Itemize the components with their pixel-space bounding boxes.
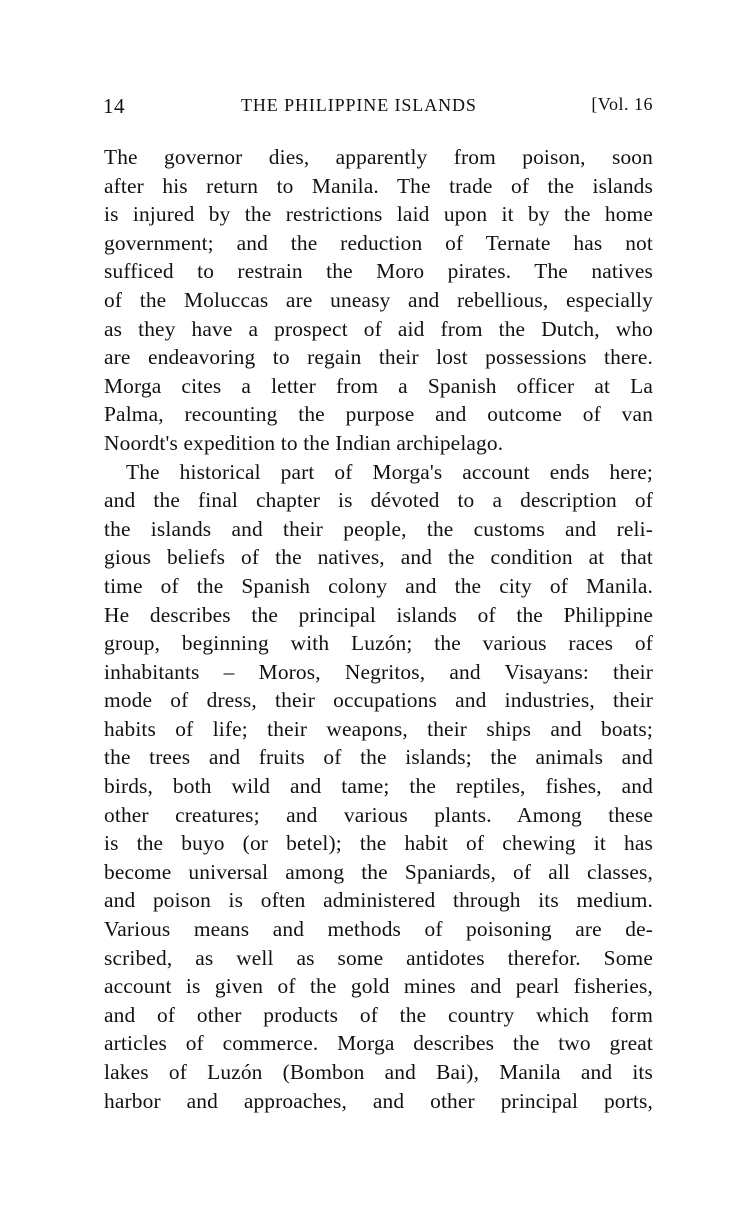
body-text bbox=[104, 143, 653, 1115]
text-line: scribed, as well as some antidotes therefor. Some bbox=[104, 945, 653, 970]
text-line: Palma, recounting the purpose and outcome of van bbox=[104, 402, 653, 427]
text-line: and of other products of the country which form bbox=[104, 1002, 653, 1027]
running-title: THE PHILIPPINE ISLANDS bbox=[241, 95, 477, 115]
paragraph-2 bbox=[104, 458, 653, 1116]
text-line: become universal among the Spaniards, of all classes, bbox=[104, 859, 653, 884]
text-line: other creatures; and various plants. Among these bbox=[104, 802, 653, 827]
text-line: habits of life; their weapons, their ships and boats; bbox=[104, 716, 653, 741]
text-line: sufficed to restrain the Moro pirates. The natives bbox=[104, 259, 653, 284]
text-line: is injured by the restrictions laid upon it by the home bbox=[104, 202, 653, 227]
text-line: account is given of the gold mines and pearl fisheries, bbox=[104, 974, 653, 999]
paragraph-1 bbox=[104, 143, 653, 458]
running-head bbox=[103, 94, 653, 124]
text-line: the trees and fruits of the islands; the animals and bbox=[104, 745, 653, 770]
text-line: inhabitants – Moros, Negritos, and Visayans: their bbox=[104, 659, 653, 684]
text-line: time of the Spanish colony and the city of Manila. bbox=[104, 573, 653, 598]
text-line: birds, both wild and tame; the reptiles, fishes, and bbox=[104, 774, 653, 799]
text-line: and the final chapter is dévoted to a description of bbox=[104, 488, 653, 513]
text-line: after his return to Manila. The trade of the islands bbox=[104, 173, 653, 198]
text-line: The governor dies, apparently from poison, soon bbox=[104, 145, 653, 169]
page-number: 14 bbox=[103, 94, 125, 118]
text-line: is the buyo (or betel); the habit of chewing it has bbox=[104, 831, 653, 856]
text-line: Various means and methods of poisoning are de- bbox=[104, 917, 653, 942]
text-line: Noordt's expedition to the Indian archipelago. bbox=[104, 430, 504, 455]
text-line: Morga cites a letter from a Spanish officer at La bbox=[104, 373, 653, 398]
text-line: gious beliefs of the natives, and the condition at that bbox=[104, 545, 653, 570]
text-line: the islands and their people, the customs and reli- bbox=[104, 516, 653, 541]
text-line: lakes of Luzón (Bombon and Bai), Manila and its bbox=[104, 1060, 653, 1084]
text-line: The historical part of Morga's account ends here; bbox=[126, 459, 653, 484]
text-line: group, beginning with Luzón; the various races of bbox=[104, 631, 653, 656]
text-line: government; and the reduction of Ternate has not bbox=[104, 230, 653, 255]
text-line: He describes the principal islands of the Philippine bbox=[104, 602, 653, 627]
text-line: as they have a prospect of aid from the Dutch, who bbox=[104, 316, 653, 341]
text-line: articles of commerce. Morga describes the two great bbox=[104, 1031, 653, 1056]
text-line: are endeavoring to regain their lost possessions there. bbox=[104, 345, 653, 370]
text-line: of the Moluccas are uneasy and rebellious, especially bbox=[104, 287, 653, 312]
text-line: and poison is often administered through its medium. bbox=[104, 888, 653, 913]
text-line: harbor and approaches, and other principal ports, bbox=[104, 1088, 653, 1113]
volume-label: [Vol. 16 bbox=[591, 94, 653, 114]
text-line: mode of dress, their occupations and industries, their bbox=[104, 688, 653, 713]
